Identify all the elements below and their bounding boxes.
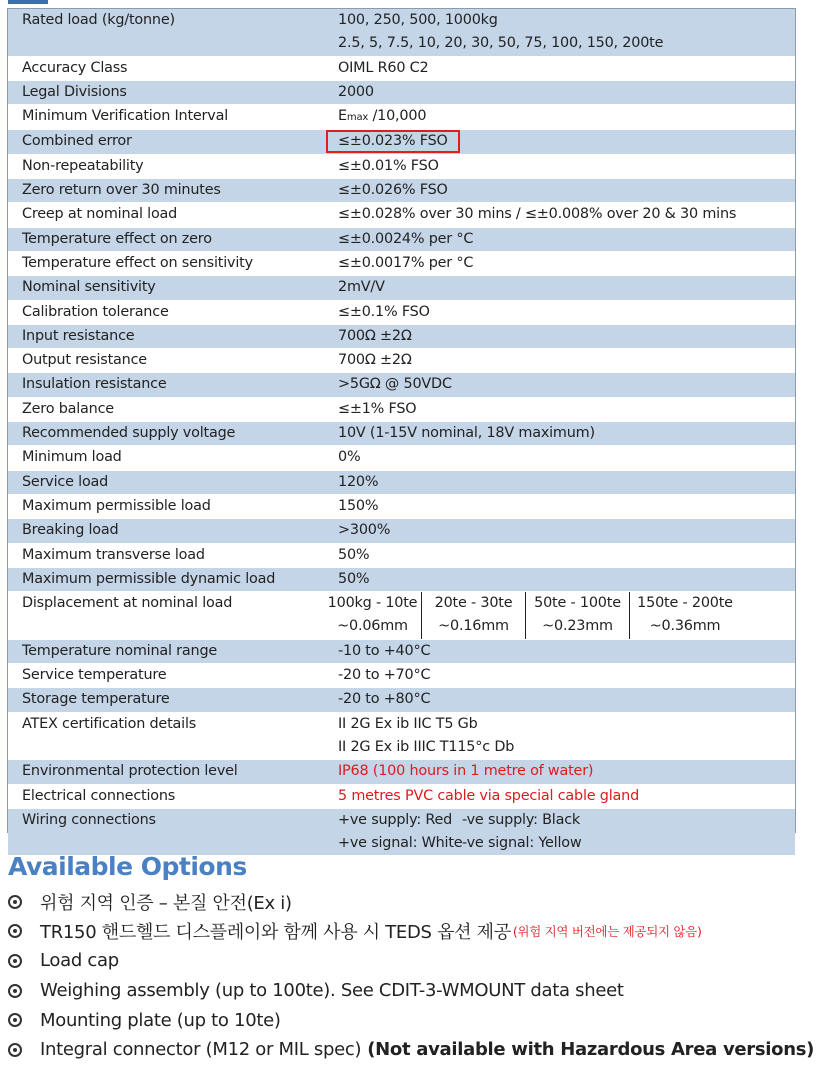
- available-options-list: [8, 887, 814, 1065]
- spec-label: Electrical connections: [22, 787, 176, 804]
- spec-row: [8, 325, 795, 349]
- spec-label: Non-repeatability: [22, 157, 144, 174]
- option-text: Mounting plate (up to 10te): [40, 1009, 281, 1031]
- option-item: [8, 1035, 814, 1065]
- spec-row: [8, 349, 795, 373]
- wiring-positive: +ve supply: Red: [338, 811, 453, 828]
- spec-value-line: >5GΩ @ 50VDC: [338, 376, 452, 393]
- circle-bullet-icon: [8, 984, 22, 998]
- option-note: (위험 지역 버전에는 제공되지 않음): [512, 924, 702, 940]
- spec-value: [324, 688, 795, 711]
- spec-label: Breaking load: [22, 522, 119, 539]
- option-text: Integral connector (M12 or MIL spec): [40, 1039, 362, 1061]
- spec-value: [324, 785, 795, 808]
- spec-row: [8, 179, 795, 203]
- spec-row: [8, 640, 795, 664]
- option-text: Weighing assembly (up to 100te). See CDIT-3-WMOUNT data sheet: [40, 980, 624, 1002]
- spec-label: Temperature nominal range: [22, 642, 218, 659]
- wiring-negative: -ve supply: Black: [462, 811, 581, 828]
- spec-label: Legal Divisions: [22, 83, 127, 100]
- spec-row: [8, 301, 795, 325]
- option-bold-note: (Not available with Hazardous Area versions): [367, 1039, 815, 1061]
- spec-row: [8, 228, 795, 252]
- spec-label: Maximum permissible dynamic load: [22, 570, 276, 587]
- displacement-value: ~0.23mm: [542, 618, 613, 635]
- spec-value-line: 50%: [338, 546, 370, 563]
- spec-row: [8, 373, 795, 397]
- highlighted-value-box: ≤±0.023% FSO: [326, 130, 460, 153]
- spec-row: [8, 203, 795, 227]
- spec-value-line: 50%: [338, 570, 370, 587]
- spec-value: [324, 179, 795, 202]
- spec-label: Service temperature: [22, 667, 167, 684]
- spec-value-line: II 2G Ex ib IIIC T115°c Db: [338, 738, 515, 755]
- spec-value-line: ≤±0.028% over 30 mins / ≤±0.008% over 20 & 30 mins: [338, 206, 737, 223]
- spec-value-line: OIML R60 C2: [338, 59, 429, 76]
- spec-label: Input resistance: [22, 327, 135, 344]
- spec-value: [324, 301, 795, 324]
- displacement-value: ~0.06mm: [337, 618, 408, 635]
- spec-value: [324, 203, 795, 226]
- wiring-line: [338, 832, 795, 855]
- displacement-cell: [324, 592, 422, 639]
- spec-label: Rated load (kg/tonne): [22, 12, 175, 28]
- spec-row: [8, 130, 795, 154]
- option-item: [8, 887, 814, 917]
- displacement-range: 50te - 100te: [534, 595, 621, 612]
- spec-value: [324, 155, 795, 178]
- spec-row: [8, 713, 795, 761]
- spec-value: [324, 252, 795, 275]
- spec-value: [324, 760, 795, 783]
- spec-value: [324, 664, 795, 687]
- spec-row: [8, 809, 795, 857]
- spec-value-line: ≤±0.026% FSO: [338, 182, 448, 199]
- option-text: 위험 지역 인증 – 본질 안전(Ex i): [40, 892, 292, 914]
- spec-label: Maximum permissible load: [22, 497, 211, 514]
- spec-row: [8, 519, 795, 543]
- spec-value-line: 700Ω ±2Ω: [338, 352, 412, 369]
- spec-value-line: II 2G Ex ib IIC T5 Gb: [338, 715, 478, 732]
- spec-value: [324, 713, 795, 760]
- spec-value-line: 100, 250, 500, 1000kg: [338, 12, 498, 28]
- spec-value-line: -10 to +40°C: [338, 642, 431, 659]
- spec-value-line: IP68 (100 hours in 1 metre of water): [338, 763, 594, 780]
- spec-label: Accuracy Class: [22, 59, 128, 76]
- spec-label: Insulation resistance: [22, 376, 167, 393]
- option-item: [8, 946, 814, 976]
- spec-label: Zero return over 30 minutes: [22, 182, 221, 199]
- spec-label: Zero balance: [22, 400, 114, 417]
- spec-row: [8, 664, 795, 688]
- spec-row: [8, 81, 795, 105]
- circle-bullet-icon: [8, 1013, 22, 1027]
- spec-label: Calibration tolerance: [22, 303, 169, 320]
- spec-label: Recommended supply voltage: [22, 425, 236, 442]
- spec-label: ATEX certification details: [22, 715, 197, 732]
- spec-value: [324, 81, 795, 104]
- displacement-cell: [526, 592, 630, 639]
- displacement-cell: [422, 592, 526, 639]
- spec-value-line: -20 to +70°C: [338, 667, 431, 684]
- displacement-grid: [324, 592, 795, 639]
- spec-value: [324, 568, 795, 591]
- spec-value-line: 2000: [338, 83, 374, 100]
- option-item: [8, 917, 814, 947]
- spec-value: [324, 544, 795, 567]
- displacement-value: ~0.36mm: [649, 618, 721, 635]
- spec-value: [324, 495, 795, 518]
- spec-value: [324, 446, 795, 469]
- spec-value-line: ≤±1% FSO: [338, 400, 417, 417]
- spec-value-line: 5 metres PVC cable via special cable gland: [338, 787, 639, 804]
- displacement-cell: [630, 592, 740, 639]
- spec-value: [324, 373, 795, 396]
- option-item: [8, 1005, 814, 1035]
- spec-row: [8, 398, 795, 422]
- spec-value: [324, 471, 795, 494]
- spec-label: Creep at nominal load: [22, 206, 178, 223]
- displacement-range: 150te - 200te: [637, 595, 733, 612]
- circle-bullet-icon: [8, 1043, 22, 1057]
- spec-label: Displacement at nominal load: [22, 595, 233, 612]
- displacement-range: 100kg - 10te: [327, 595, 418, 612]
- spec-value: [324, 398, 795, 421]
- spec-value-line: 0%: [338, 449, 361, 466]
- spec-value: [324, 349, 795, 372]
- spec-value: [324, 9, 795, 56]
- spec-value: [324, 325, 795, 348]
- spec-label: Environmental protection level: [22, 763, 238, 780]
- spec-row: [8, 785, 795, 809]
- spec-row: [8, 105, 795, 130]
- spec-row: [8, 592, 795, 640]
- spec-row: [8, 422, 795, 446]
- spec-value: [324, 640, 795, 663]
- spec-label: Service load: [22, 473, 109, 490]
- wiring-negative: -ve signal: Yellow: [462, 835, 582, 852]
- spec-value: [324, 519, 795, 542]
- spec-label: Temperature effect on zero: [22, 230, 212, 247]
- option-text: Load cap: [40, 950, 119, 972]
- header-accent-bar: [8, 0, 48, 4]
- spec-row: [8, 57, 795, 81]
- spec-row: [8, 471, 795, 495]
- spec-row: [8, 446, 795, 470]
- available-options-title: Available Options: [8, 852, 247, 881]
- spec-row: [8, 252, 795, 276]
- emax-subscript: max: [346, 112, 369, 124]
- circle-bullet-icon: [8, 954, 22, 968]
- emax-divisor: /10,000: [368, 108, 427, 125]
- spec-value-line: 2.5, 5, 7.5, 10, 20, 30, 50, 75, 100, 150, 200te: [338, 35, 664, 52]
- circle-bullet-icon: [8, 895, 22, 909]
- spec-value: [324, 130, 795, 153]
- circle-bullet-icon: [8, 924, 22, 938]
- emax-value: [338, 105, 795, 129]
- spec-label: Temperature effect on sensitivity: [22, 254, 253, 271]
- displacement-range: 20te - 30te: [434, 595, 513, 612]
- spec-value-line: 2mV/V: [338, 279, 385, 296]
- displacement-value: ~0.16mm: [438, 618, 509, 635]
- spec-label: Maximum transverse load: [22, 546, 205, 563]
- spec-value-line: ≤±0.0017% per °C: [338, 254, 474, 271]
- spec-value-line: -20 to +80°C: [338, 691, 431, 708]
- option-item: [8, 976, 814, 1006]
- spec-label: Nominal sensitivity: [22, 279, 156, 296]
- spec-value-line: 150%: [338, 497, 379, 514]
- spec-value: [324, 105, 795, 129]
- spec-label: Output resistance: [22, 352, 147, 369]
- spec-label: Combined error: [22, 133, 132, 150]
- spec-value-line: >300%: [338, 522, 391, 539]
- spec-row: [8, 155, 795, 179]
- specifications-table: [7, 8, 796, 852]
- spec-row: [8, 544, 795, 568]
- spec-row: [8, 760, 795, 784]
- spec-value-line: ≤±0.01% FSO: [338, 157, 439, 174]
- wiring-positive: +ve signal: White: [338, 835, 463, 852]
- wiring-line: [338, 809, 795, 832]
- spec-value: [324, 592, 795, 639]
- spec-label: Storage temperature: [22, 691, 170, 708]
- spec-value-line: 10V (1-15V nominal, 18V maximum): [338, 425, 595, 442]
- spec-label: Minimum Verification Interval: [22, 108, 229, 125]
- spec-row: [8, 9, 795, 57]
- spec-value: [324, 228, 795, 251]
- spec-label: Minimum load: [22, 449, 122, 466]
- spec-row: [8, 495, 795, 519]
- spec-value: [324, 276, 795, 299]
- spec-value: [324, 809, 795, 856]
- spec-value: [324, 422, 795, 445]
- spec-row: [8, 568, 795, 592]
- emax-main: E: [338, 108, 347, 125]
- spec-value-line: ≤±0.1% FSO: [338, 303, 430, 320]
- spec-value: [324, 57, 795, 80]
- option-text: TR150 핸드헬드 디스플레이와 함께 사용 시 TEDS 옵션 제공: [40, 922, 511, 944]
- spec-value-line: ≤±0.0024% per °C: [338, 230, 474, 247]
- spec-row: [8, 276, 795, 300]
- spec-row: [8, 688, 795, 712]
- spec-value-line: 120%: [338, 473, 379, 490]
- spec-value-line: 700Ω ±2Ω: [338, 327, 412, 344]
- spec-value-line: [338, 130, 795, 153]
- spec-label: Wiring connections: [22, 811, 156, 828]
